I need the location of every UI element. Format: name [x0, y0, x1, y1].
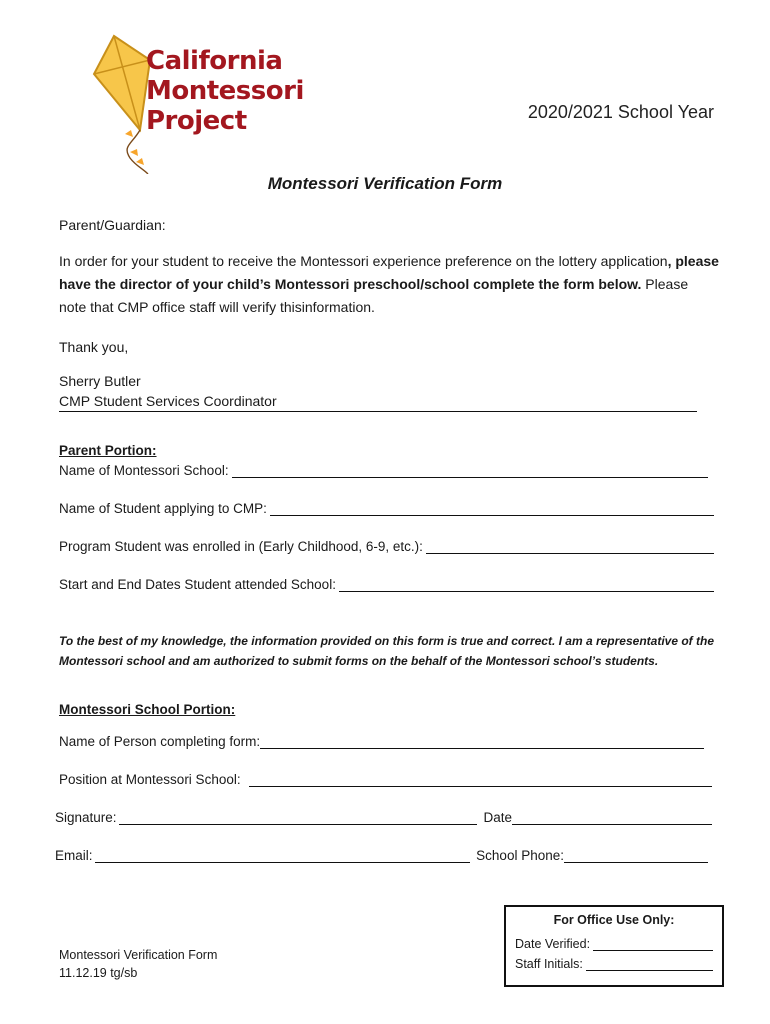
email-phone-row [55, 845, 708, 863]
parent-portion-heading: Parent Portion: [59, 443, 157, 458]
montessori-school-input[interactable] [232, 464, 708, 478]
signer-title: CMP Student Services Coordinator [59, 393, 277, 409]
school-portion-heading: Montessori School Portion: [59, 702, 236, 717]
staff-initials-input[interactable] [586, 958, 713, 971]
school-year: 2020/2021 School Year [527, 102, 714, 122]
logo-line-1: California [146, 46, 283, 76]
field-label: Position at Montessori School: [59, 772, 241, 787]
school-phone-input[interactable] [564, 849, 708, 863]
intro-text-1: In order for your student to receive the Montessori experience preference on the lottery application [59, 253, 668, 269]
intro-paragraph [59, 250, 719, 319]
field-label: School Phone: [476, 848, 564, 863]
office-use-heading: For Office Use Only: [553, 913, 675, 927]
declaration-statement: To the best of my knowledge, the information provided on this form is true and correct. I am a representative of the Montessori school and am authorized to submit forms on the behalf of the Montessori school’s students. [59, 634, 714, 668]
field-label: Date Verified: [515, 937, 591, 951]
form-title: Montessori Verification Form [267, 174, 503, 193]
intro-text-2: Please note that CMP office staff will verify thisinformation. [59, 276, 689, 315]
program-input[interactable] [426, 540, 714, 554]
field-label: Date [483, 810, 512, 825]
staff-initials-row [515, 951, 713, 971]
cmp-logo [92, 34, 302, 174]
position-field[interactable] [59, 769, 712, 787]
closing: Thank you, [59, 339, 129, 355]
field-label: Staff Initials: [515, 957, 583, 971]
footer [59, 946, 217, 982]
student-name-field[interactable] [59, 498, 714, 516]
attendance-dates-input[interactable] [339, 578, 714, 592]
attendance-dates-field[interactable] [59, 574, 714, 592]
field-label: Name of Person completing form: [59, 734, 261, 749]
divider [59, 411, 697, 412]
field-label: Start and End Dates Student attended School: [59, 577, 336, 592]
office-use-box [504, 905, 724, 987]
logo-wordmark [146, 46, 304, 136]
program-field[interactable] [59, 536, 714, 554]
person-completing-field[interactable] [59, 731, 704, 749]
date-verified-input[interactable] [593, 938, 713, 951]
greeting: Parent/Guardian: [59, 217, 166, 233]
logo-line-2: Montessori [146, 76, 304, 106]
person-completing-input[interactable] [260, 735, 704, 749]
field-label: Name of Montessori School: [59, 463, 229, 478]
date-input[interactable] [512, 811, 712, 825]
email-input[interactable] [95, 849, 471, 863]
field-label: Signature: [55, 810, 117, 825]
field-label: Name of Student applying to CMP: [59, 501, 267, 516]
field-label: Program Student was enrolled in (Early Childhood, 6-9, etc.): [59, 539, 423, 554]
montessori-school-field[interactable] [59, 460, 708, 478]
signature-input[interactable] [119, 811, 478, 825]
footer-form-name: Montessori Verification Form [59, 948, 218, 962]
intro-bold-text: , please have the director of your child’s Montessori preschool/school complete the form below. [59, 253, 719, 292]
field-label: Email: [55, 848, 93, 863]
student-name-input[interactable] [270, 502, 714, 516]
date-verified-row [515, 931, 713, 951]
signature-date-row [55, 807, 712, 825]
position-input[interactable] [249, 773, 712, 787]
logo-line-3: Project [146, 106, 247, 136]
signer-name: Sherry Butler [59, 373, 141, 389]
footer-revision: 11.12.19 tg/sb [59, 966, 138, 980]
signer-block [59, 371, 277, 411]
